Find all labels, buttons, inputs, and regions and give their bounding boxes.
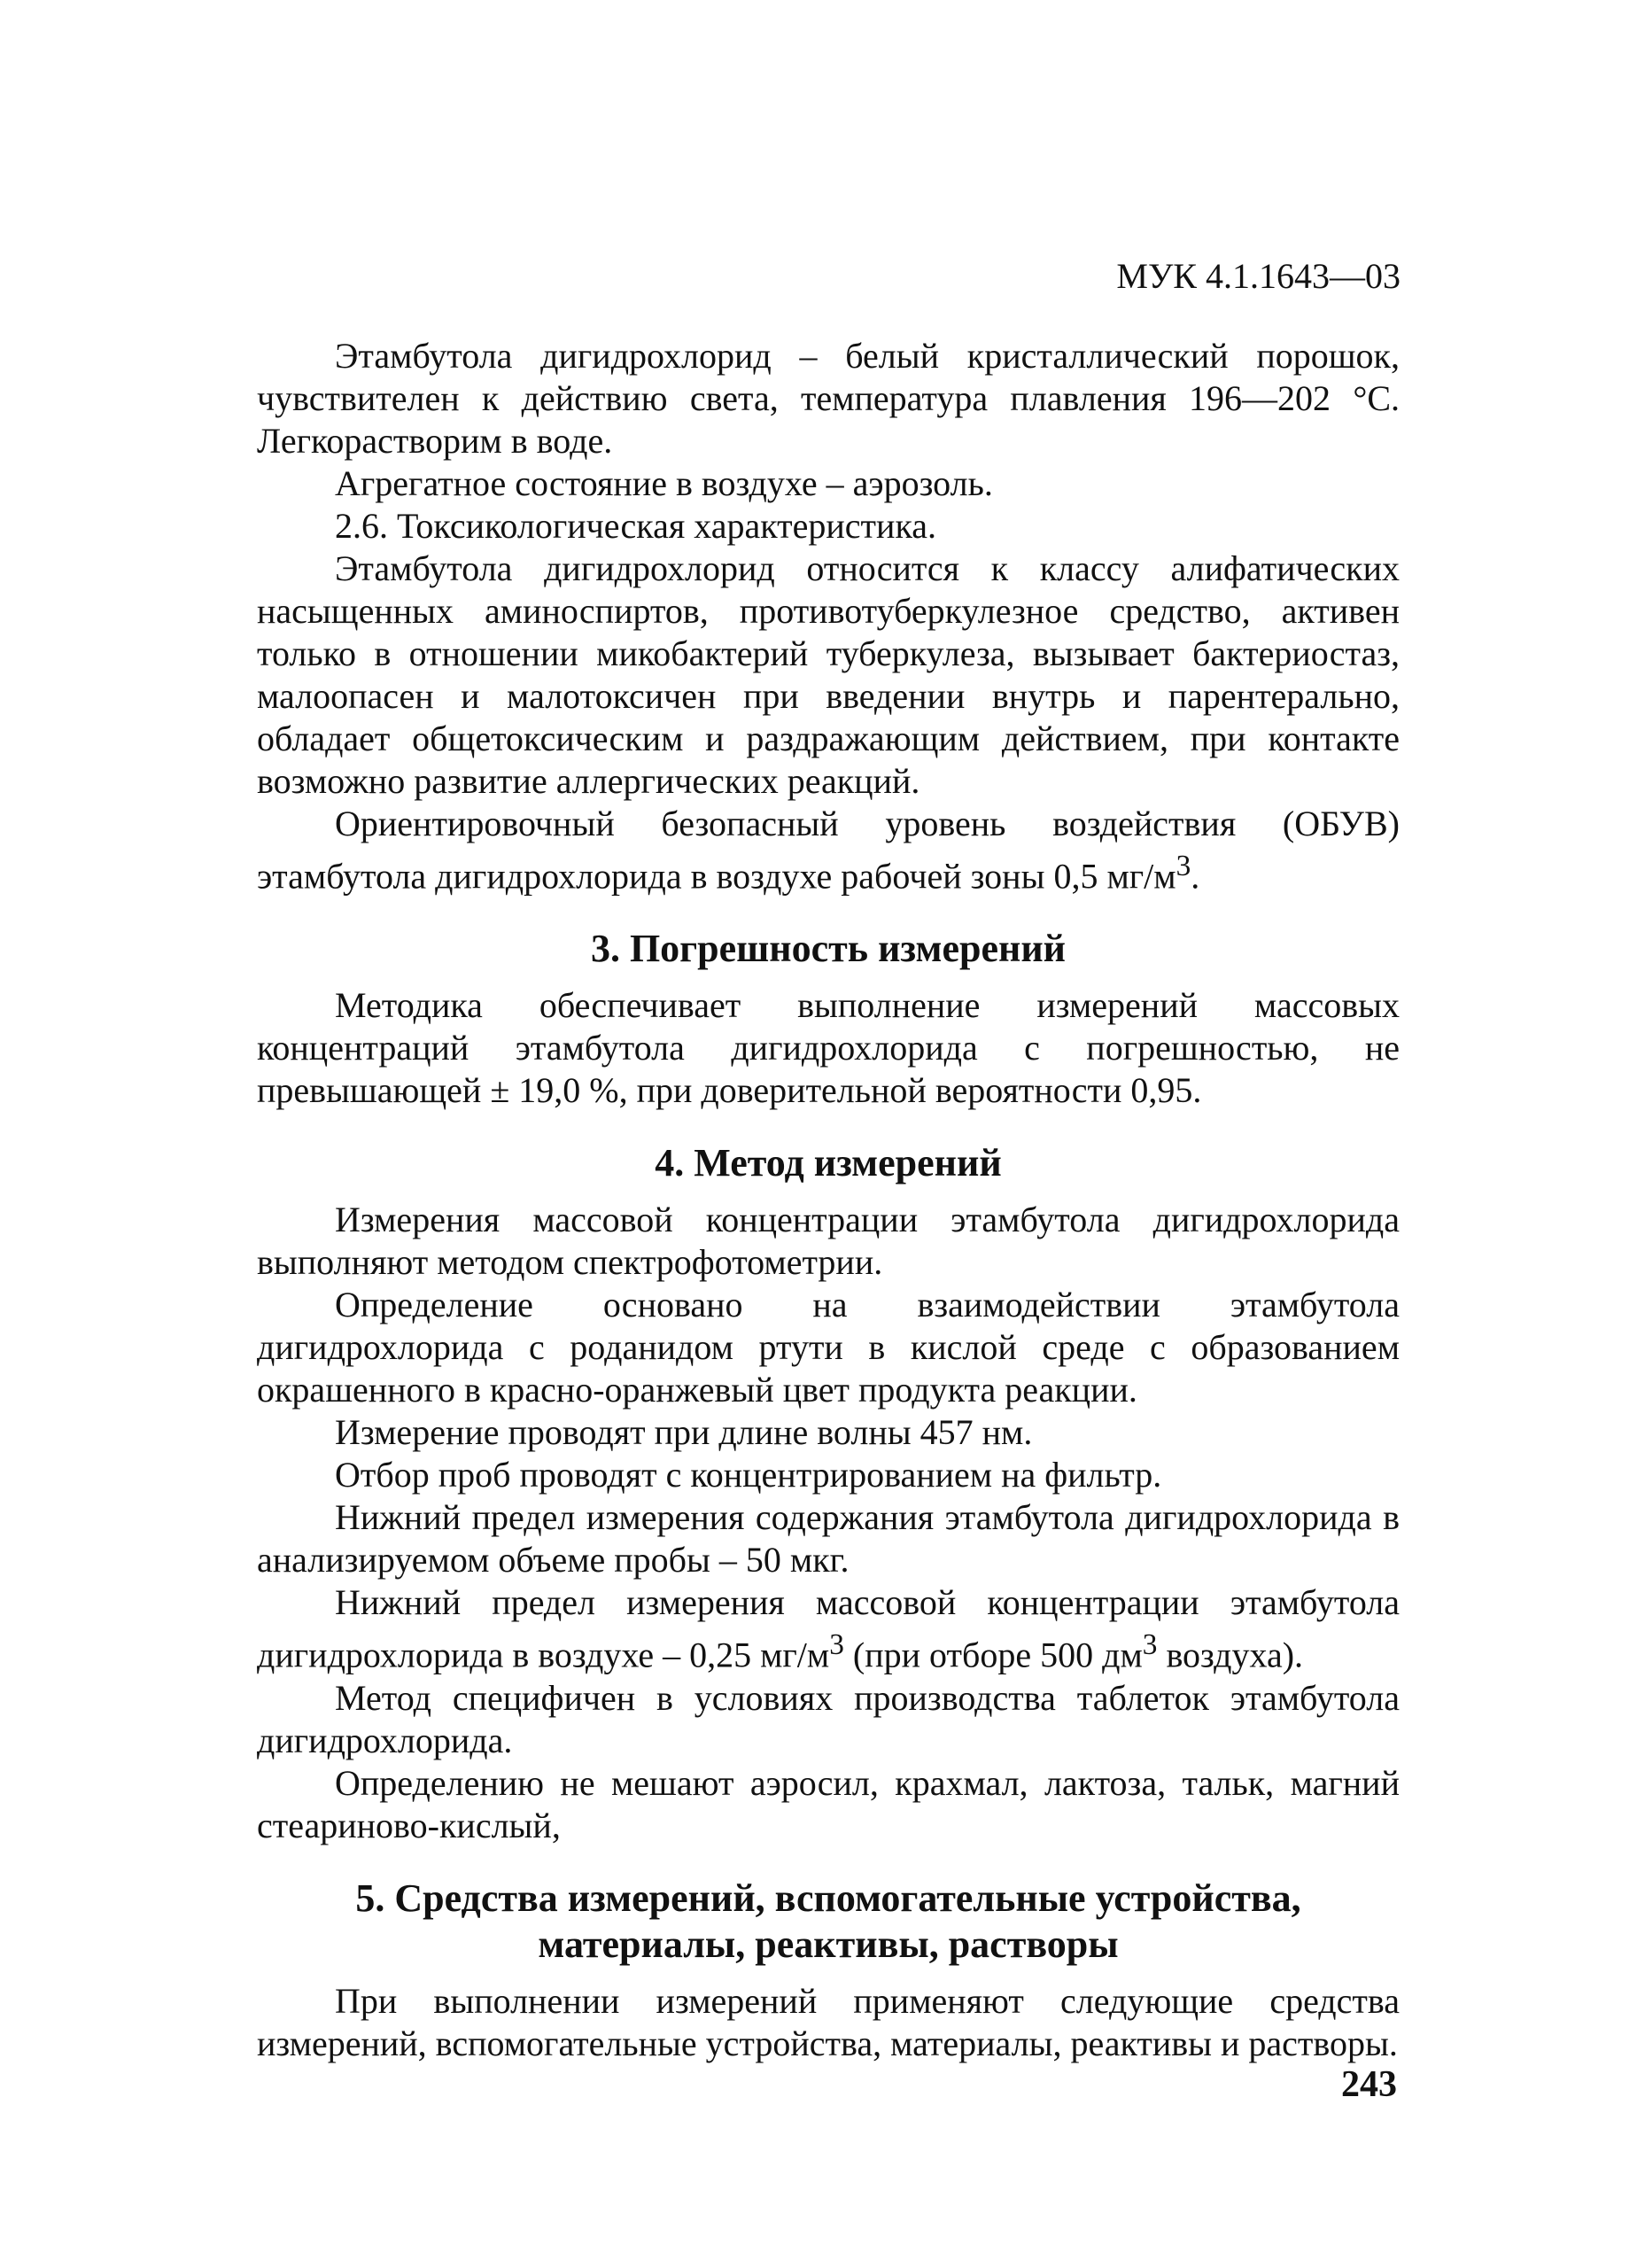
- section-5-paragraph: При выполнении измерений применяют следующие средства измерений, вспомогательные устройства, материалы, реактивы и растворы.: [257, 1980, 1400, 2063]
- obuv-tail: .: [1191, 856, 1200, 897]
- paragraph: Метод специфичен в условиях производства таблеток этамбутола дигидрохлорида.: [257, 1677, 1400, 1760]
- section-3-heading: 3. Погрешность измерений: [590, 927, 1067, 971]
- obuv-text: Ориентировочный безопасный уровень воздействия (ОБУВ) этамбутола дигидрохлорида в воздухе рабочей зоны 0,5 мг/м: [257, 804, 1400, 897]
- paragraph: Измерения массовой концентрации этамбутола дигидрохлорида выполняют методом спектрофотометрии.: [257, 1200, 1400, 1283]
- paragraph: Определение основано на взаимодействии этамбутола дигидрохлорида с роданидом ртути в кислой среде с образованием окрашенного в красно-оранжевый цвет продукта реакции.: [257, 1285, 1400, 1410]
- limit-text-3: воздуха).: [1157, 1635, 1304, 1675]
- limit-superscript-2: 3: [1142, 1628, 1158, 1662]
- limit-text-1: Нижний предел измерения массовой концентрации этамбутола дигидрохлорида в воздухе – 0,25 мг/м: [257, 1582, 1400, 1675]
- paragraph: 2.6. Токсикологическая характеристика.: [335, 506, 937, 546]
- paragraph: Определению не мешают аэросил, крахмал, лактоза, тальк, магний стеариново-кислый,: [257, 1762, 1400, 1845]
- limit-superscript-1: 3: [829, 1628, 844, 1662]
- section-3-paragraph: Методика обеспечивает выполнение измерений массовых концентраций этамбутола дигидрохлорида с погрешностью, не превышающей ± 19,0 %, при доверительной вероятности 0,95.: [257, 985, 1400, 1111]
- page-body: [257, 335, 1400, 2065]
- document-code-header: МУК 4.1.1643—03: [1116, 256, 1401, 296]
- limit-text-2: (при отборе 500 дм: [843, 1635, 1143, 1675]
- obuv-superscript: 3: [1176, 850, 1191, 882]
- paragraph: Этамбутола дигидрохлорид – белый кристаллический порошок, чувствителен к действию света, температура плавления 196—202 °С. Легкорастворим в воде.: [257, 336, 1400, 461]
- section-4-heading: 4. Метод измерений: [655, 1141, 1002, 1185]
- paragraph: Нижний предел измерения содержания этамбутола дигидрохлорида в анализируемом объеме пробы – 50 мкг.: [257, 1497, 1400, 1581]
- page-number: 243: [1341, 2064, 1397, 2105]
- paragraph: Измерение проводят при длине волны 457 нм.: [335, 1412, 1033, 1453]
- paragraph: Агрегатное состояние в воздухе – аэрозоль.: [335, 463, 993, 503]
- obuv-paragraph: [257, 803, 1400, 897]
- section-5-heading-line-2: материалы, реактивы, растворы: [538, 1922, 1119, 1966]
- paragraph: Отбор проб проводят с концентрированием на фильтр.: [335, 1455, 1162, 1495]
- section-5-heading-line-1: 5. Средства измерений, вспомогательные устройства,: [355, 1876, 1301, 1920]
- section-5-heading: [257, 1876, 1400, 1968]
- limit-paragraph: [257, 1581, 1400, 1676]
- paragraph: Этамбутола дигидрохлорид относится к классу алифатических насыщенных аминоспиртов, противотуберкулезное средство, активен только в отношении микобактерий туберкулеза, вызывает бактериостаз, малоопасен и малотоксичен при введении внутрь и парентерально, обладает общетоксическим и раздражающим действием, при контакте возможно развитие аллергических реакций.: [257, 548, 1400, 801]
